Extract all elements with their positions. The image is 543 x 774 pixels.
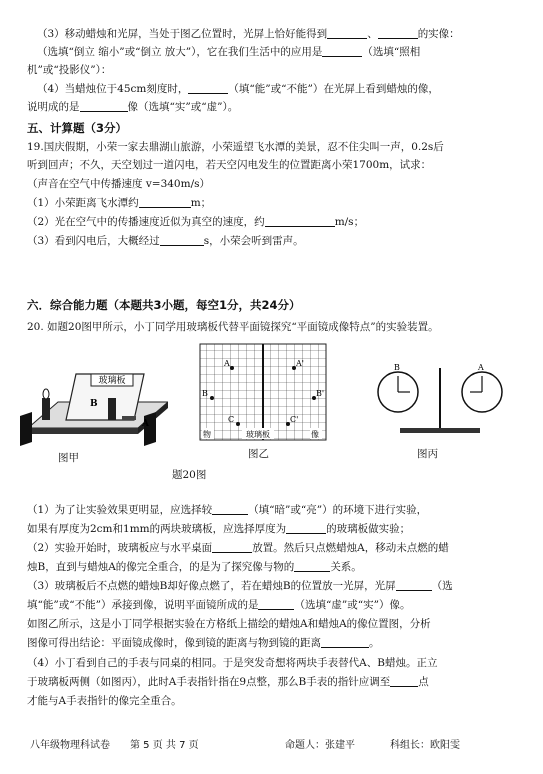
q20-p3-line-2	[27, 598, 519, 612]
text: 的实像：	[417, 28, 460, 40]
answer-blank[interactable]	[258, 598, 294, 610]
answer-blank[interactable]	[322, 45, 362, 57]
point-a1: A'	[296, 359, 304, 368]
clock-b-label: B	[394, 363, 400, 372]
figure-yi	[198, 342, 328, 442]
answer-blank[interactable]	[265, 215, 335, 227]
text: 烛B，直到与蜡烛A的像完全重合，的是为了探究像与物的	[27, 561, 295, 573]
text: 关系。	[330, 561, 362, 573]
answer-blank[interactable]	[286, 522, 326, 534]
point-c1: C'	[290, 415, 299, 424]
footer-leader: 科组长：欧阳雯	[390, 740, 460, 751]
figure-yi-label: 图乙	[248, 448, 269, 460]
text: （2）光在空气中的传播速度近似为真空的速度，约	[27, 216, 265, 228]
q20-p4-line-2	[27, 675, 519, 689]
candle-b-label: B	[90, 399, 98, 409]
text: （选填“虚”或“实”）像。	[294, 599, 411, 611]
text: 如果有厚度为2cm和1mm的两块玻璃板，应选择厚度为	[27, 523, 287, 535]
text: s，小荣会听到雷声。	[203, 235, 304, 247]
q20-intro: 20. 如题20图甲所示，小丁同学用玻璃板代替平面镜探究“平面镜成像特点”的实验装置。	[27, 321, 439, 333]
answer-blank[interactable]	[212, 503, 248, 515]
q20-p3-line-1	[27, 579, 519, 593]
q20-p3-line-4	[27, 636, 519, 650]
text: （3）玻璃板后不点燃的蜡烛B却好像点燃了，若在蜡烛B的位置放一光屏，光屏	[27, 580, 396, 592]
q19-line-1: 19.国庆假期，小荣一家去鼎湖山旅游，小荣遥望飞水潭的美景，忍不住尖叫一声，0.2s后	[27, 141, 444, 153]
footer-course: 八年级物理科试卷	[30, 740, 110, 751]
figure-jia	[18, 368, 168, 446]
text: 放置。然后只点燃蜡烛A，移动未点燃的蜡	[252, 542, 449, 554]
answer-blank[interactable]	[396, 579, 432, 591]
text: 说明成的是	[27, 101, 80, 113]
obj-label: 物	[203, 430, 211, 439]
text: 像（选填“实”或“虚”）。	[127, 101, 239, 113]
section-5-heading: 五、计算题（3分）	[27, 121, 128, 135]
point-b: B	[202, 389, 208, 398]
figure-caption: 题20图	[172, 469, 207, 481]
footer-author: 命题人：张建平	[285, 740, 355, 751]
text: （选	[431, 580, 453, 592]
text: m/s；	[334, 216, 365, 228]
text: （填“暗”或“亮”）的环境下进行实验，	[248, 504, 428, 516]
text: 于玻璃板两侧（如图丙），此时A手表指针指在9点整，那么B手表的指针应调至	[27, 676, 391, 688]
text: （2）实验开始时，玻璃板应与水平桌面	[27, 542, 213, 554]
q4-line-1	[37, 82, 529, 96]
text: 。	[369, 637, 380, 649]
point-c: C	[228, 415, 235, 424]
q20-p4-line-3: 才能与A手表指针的像完全重合。	[27, 695, 182, 707]
text: （选填“倒立 缩小”或“倒立 放大”），它在我们生活中的应用是	[37, 46, 323, 58]
q20-p2-line-1	[27, 541, 519, 555]
q20-p2-line-2	[27, 560, 519, 574]
text: （3）看到闪电后，大概经过	[27, 235, 160, 247]
answer-blank[interactable]	[327, 27, 367, 39]
answer-blank[interactable]	[160, 234, 204, 246]
glass-board-yi-label: 玻璃板	[246, 430, 270, 439]
text: （选填“照相	[362, 46, 421, 58]
candle-a-label: A	[142, 419, 149, 429]
img-label: 像	[311, 430, 319, 439]
q3-line-2	[37, 45, 529, 59]
answer-blank[interactable]	[188, 82, 228, 94]
text: （1）为了让实验效果更明显，应选择较	[27, 504, 213, 516]
text: （1）小荣距离飞水潭约	[27, 197, 139, 209]
q19-line-3: （声音在空气中传播速度 v=340m/s）	[27, 178, 210, 190]
figure-bing	[370, 360, 510, 444]
q4-line-2	[27, 100, 519, 114]
text: 机”或“投影仪”）：	[27, 64, 112, 76]
q19-sub-3	[27, 234, 519, 248]
text: 的玻璃板做实验；	[326, 523, 411, 535]
text: m；	[190, 197, 212, 209]
q3-line-3	[27, 63, 519, 77]
q20-p1-line-1	[27, 503, 519, 517]
q20-p3-line-3: 如图乙所示，这是小丁同学根据实验在方格纸上描绘的蜡烛A和蜡烛A的像位置图，分析	[27, 618, 431, 630]
text: 点	[418, 676, 429, 688]
footer-page: 第 5 页 共 7 页	[130, 740, 199, 751]
point-a: A	[224, 359, 230, 368]
answer-blank[interactable]	[80, 100, 128, 112]
figure-jia-label: 图甲	[58, 452, 79, 464]
text: 、	[367, 28, 378, 40]
answer-blank[interactable]	[139, 196, 191, 208]
text: （4）当蜡烛位于45cm刻度时，	[37, 83, 189, 95]
clock-a-label: A	[478, 363, 484, 372]
q19-sub-1	[27, 196, 519, 210]
q20-p1-line-2	[27, 522, 519, 536]
section-6-heading: 六．综合能力题（本题共3小题，每空1分，共24分）	[27, 298, 301, 312]
text: （填“能”或“不能”）在光屏上看到蜡烛的像，	[228, 83, 439, 95]
answer-blank[interactable]	[321, 636, 369, 648]
q19-line-2: 听到回声；不久，天空划过一道闪电，若天空闪电发生的位置距离小荣1700m，试求：	[27, 159, 432, 171]
answer-blank[interactable]	[294, 560, 330, 572]
answer-blank[interactable]	[212, 541, 252, 553]
glass-board-label: 玻璃板	[98, 376, 126, 386]
text: （3）移动蜡烛和光屏，当处于图乙位置时，光屏上恰好能得到	[37, 28, 328, 40]
answer-blank[interactable]	[390, 675, 418, 687]
text: 图像可得出结论：平面镜成像时，像到镜的距离与物到镜的距离	[27, 637, 321, 649]
answer-blank[interactable]	[378, 27, 418, 39]
q19-sub-2	[27, 215, 519, 229]
q20-p4-line-1: （4）小丁看到自己的手表与同桌的相同。于是突发奇想将两块手表替代A、B蜡烛。正立	[27, 657, 438, 669]
figure-bing-label: 图丙	[417, 448, 438, 460]
text: 填“能”或“不能”）承接到像，说明平面镜所成的是	[27, 599, 259, 611]
point-b1: B'	[316, 389, 325, 398]
q3-line-1	[37, 27, 529, 41]
